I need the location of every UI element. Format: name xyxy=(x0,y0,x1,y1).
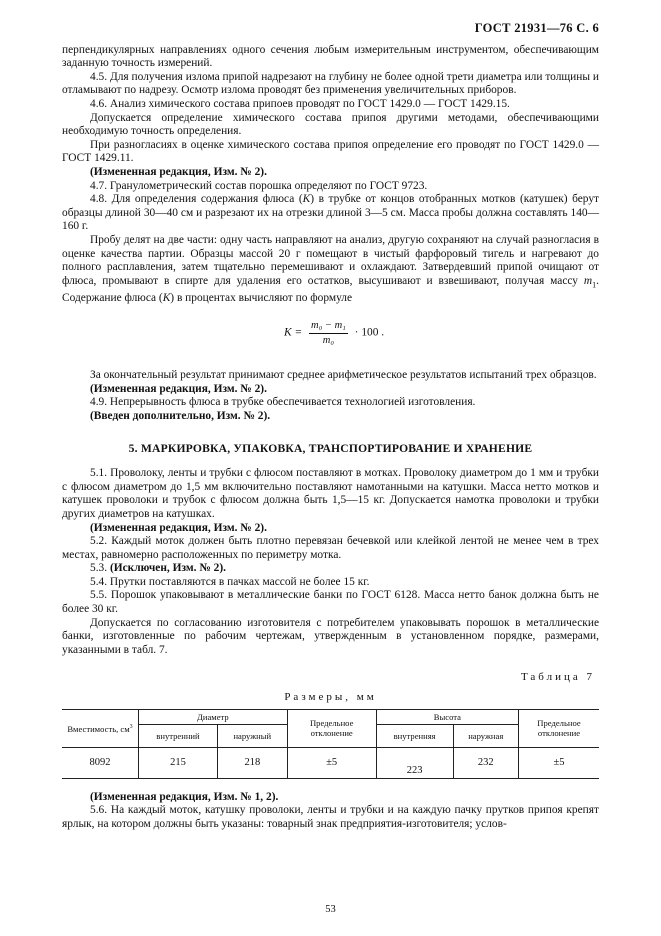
clause-4-9: 4.9. Непрерывность флюса в трубке обеспечивается технологией изготовления. xyxy=(90,396,476,409)
amendment-note: (Измененная редакция, Изм. № 1, 2). xyxy=(90,790,279,803)
header-capacity xyxy=(62,709,139,747)
header-height: Высота xyxy=(376,709,518,724)
table-cell: ±5 xyxy=(287,747,376,778)
excluded-note: (Исключен, Изм. № 2). xyxy=(109,562,226,575)
clause-5-2: 5.2. Каждый моток должен быть плотно перевязан бечевкой или клейкой лентой не менее чем в трех местах, равномерно расположенных по периметру мотка. xyxy=(62,535,599,561)
subscript: 1 xyxy=(592,279,597,289)
text-run: 4.8. Для определения содержания флюса ( xyxy=(90,193,303,206)
section-heading: 5. МАРКИРОВКА, УПАКОВКА, ТРАНСПОРТИРОВАНИЕ И ХРАНЕНИЕ xyxy=(128,441,533,455)
header-inner-diameter: внутренний xyxy=(139,724,218,747)
formula-rhs: · 100 . xyxy=(354,326,385,339)
text-run: ) в процентах вычисляют по формуле xyxy=(170,291,353,304)
table-header-row xyxy=(62,709,599,724)
text-run: Пробу делят на две части: одну часть направляют на анализ, другую сохраняют на случай разногласия в оценке качества партии. Образцы массой 20 г помещают в чистый фарфоровый тигель и нагревают до полного расплавления, затем тщательно перемешивают и охлаждают. Затвердевший припой очищают от флюса, промывают в спирте для удаления его остатков, высушивают и взвешивают, получая массу xyxy=(62,233,599,287)
paragraph: перпендикулярных направлениях одного сечения любым измерительным инструментом, обеспечивающим заданную точность измерений. xyxy=(62,43,599,70)
header-diameter: Диаметр xyxy=(139,709,288,724)
amendment-note: (Измененная редакция, Изм. № 2). xyxy=(90,382,267,395)
page-number: 53 xyxy=(325,904,336,915)
header-outer-diameter: наружный xyxy=(217,724,287,747)
formula-denominator: m₀ xyxy=(322,334,335,346)
clause-4-8 xyxy=(62,193,599,234)
formula-numerator: m₀ − m₁ xyxy=(309,319,348,334)
symbol-k: К xyxy=(302,193,311,206)
header-sup: 3 xyxy=(129,724,133,731)
paragraph xyxy=(62,234,599,305)
dimensions-table xyxy=(62,709,599,779)
header-inner-height: внутренняя xyxy=(376,724,453,747)
amendment-note: (Измененная редакция, Изм. № 2). xyxy=(90,521,267,534)
text-run: ) в трубке от концов отобранных мотков (катушек) берут образцы длиной 30—40 см и разрезают их на отрезки длиной 3—5 см. Масса пробы должна составлять 140—160 г. xyxy=(62,193,600,233)
amendment-note: (Измененная редакция, Изм. № 2). xyxy=(90,165,267,178)
table-cell: 223 xyxy=(376,747,453,778)
document-page xyxy=(62,22,599,831)
clause-5-6: 5.6. На каждый моток, катушку проволоки, ленты и трубки и на каждую пачку прутков припоя крепят ярлык, на котором должны быть указаны: товарный знак предприятия-изготовителя; услов- xyxy=(62,804,599,830)
header-deviation: Предельное отклонение xyxy=(287,709,376,747)
paragraph: При разногласиях в оценке химического состава припоя определение его проводят по ГОСТ 1429.0 — ГОСТ 1429.11. xyxy=(62,138,599,165)
table-row xyxy=(62,747,599,778)
table-cell: 218 xyxy=(217,747,287,778)
table-caption: Таблица 7 xyxy=(520,671,595,684)
table-subtitle: Размеры, мм xyxy=(284,691,377,704)
table-cell: 8092 xyxy=(62,747,139,778)
clause-4-5: 4.5. Для получения излома припой надрезают на глубину не более одной трети диаметра или толщины и отламывают по надрезу. Осмотр излома проводят без применения увеличительных приборов. xyxy=(62,70,599,97)
running-header: ГОСТ 21931—76 С. 6 xyxy=(474,21,599,35)
amendment-note: (Введен дополнительно, Изм. № 2). xyxy=(90,409,271,422)
header-deviation: Предельное отклонение xyxy=(519,709,600,747)
clause-4-7: 4.7. Гранулометрический состав порошка определяют по ГОСТ 9723. xyxy=(90,179,428,192)
symbol-m: m xyxy=(583,274,593,287)
formula xyxy=(62,319,599,353)
header-outer-height: наружная xyxy=(453,724,519,747)
formula-lhs: K = xyxy=(284,326,303,339)
paragraph: За окончательный результат принимают среднее арифметическое результатов испытаний трех образцов. xyxy=(90,369,597,382)
table-cell: 232 xyxy=(453,747,519,778)
paragraph: Допускается по согласованию изготовителя с потребителем упаковывать порошок в металлические банки, изготовленные по рабочим чертежам, утвержденным в установленном порядке, размерами, указанными в табл. 7. xyxy=(62,616,599,656)
table-cell: 215 xyxy=(139,747,218,778)
text-run: . Содержание флюса ( xyxy=(62,274,599,304)
table-cell: ±5 xyxy=(519,747,600,778)
clause-5-1: 5.1. Проволоку, ленты и трубки с флюсом поставляют в мотках. Проволоку диаметром до 1 мм и трубки с флюсом диаметром до 1,5 мм включительно поставляют намотанными на катушки. Масса нетто мотков и катушек проволоки и трубок с флюсом должна быть 1,5—15 кг. Допускается намотка проволоки и трубки других диаметров на катушках. xyxy=(62,467,599,520)
clause-4-6: 4.6. Анализ химического состава припоев проводят по ГОСТ 1429.0 — ГОСТ 1429.15. xyxy=(90,97,510,110)
symbol-k: К xyxy=(162,291,171,304)
clause-5-3 xyxy=(62,562,599,576)
paragraph: Допускается определение химического состава припоя другими методами, обеспечивающими необходимую точность определения. xyxy=(62,111,599,138)
clause-5-5: 5.5. Порошок упаковывают в металлические банки по ГОСТ 6128. Масса нетто банок должна быть не более 30 кг. xyxy=(62,589,599,616)
clause-number: 5.3. xyxy=(90,562,110,575)
clause-5-4: 5.4. Прутки поставляются в пачках массой не более 15 кг. xyxy=(90,575,370,588)
formula-fraction xyxy=(309,319,348,347)
header-text: Вместимость, см xyxy=(67,724,130,735)
